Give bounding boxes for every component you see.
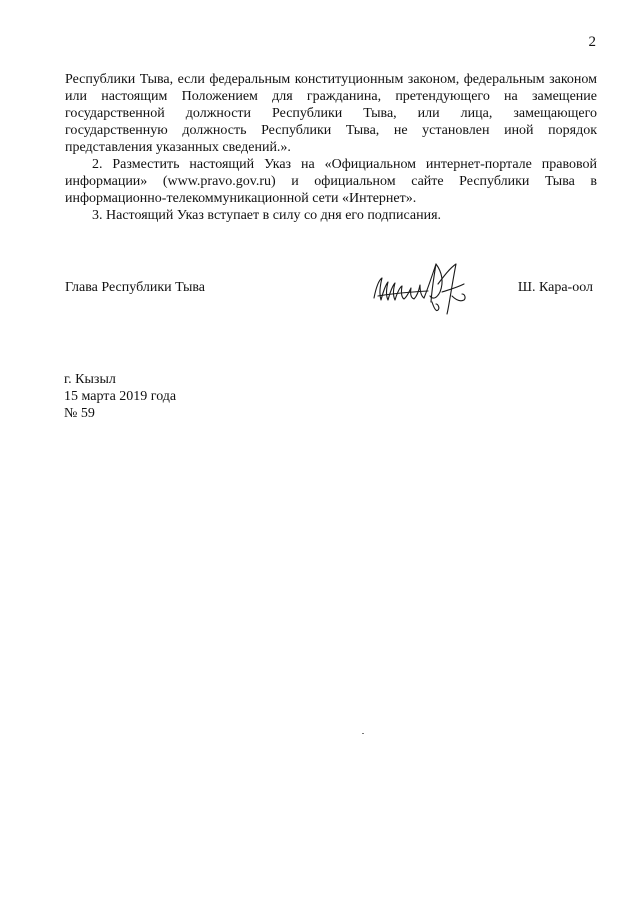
handwritten-signature [370, 258, 470, 322]
page-number: 2 [588, 34, 596, 50]
footer-number: № 59 [64, 406, 95, 421]
document-body [65, 71, 597, 224]
paragraph-item-3: 3. Настоящий Указ вступает в силу со дня его подписания. [92, 208, 442, 223]
signer-name: Ш. Кара-оол [517, 280, 593, 295]
footer-city: г. Кызыл [64, 372, 116, 387]
footer-date: 15 марта 2019 года [64, 389, 177, 404]
paragraph-item-2: 2. Разместить настоящий Указ на «Официальном интернет-портале правовой информации» (www.pravo.gov.ru) и официальном сайте Республики Тыва в информационно-телекоммуникационной сети «Интернет». [65, 157, 597, 206]
document-footer [64, 371, 176, 422]
scan-speck [362, 733, 364, 734]
signature-block [65, 258, 597, 328]
paragraph-continuation: Республики Тыва, если федеральным конституционным законом, федеральным законом или настоящим Положением для гражданина, претендующего на замещение государственной должности Республики Тыва, или лица, замещающего государственную должность Республики Тыва, не установлен иной порядок представления указанных сведений.». [65, 72, 597, 155]
signer-title: Глава Республики Тыва [65, 280, 206, 295]
